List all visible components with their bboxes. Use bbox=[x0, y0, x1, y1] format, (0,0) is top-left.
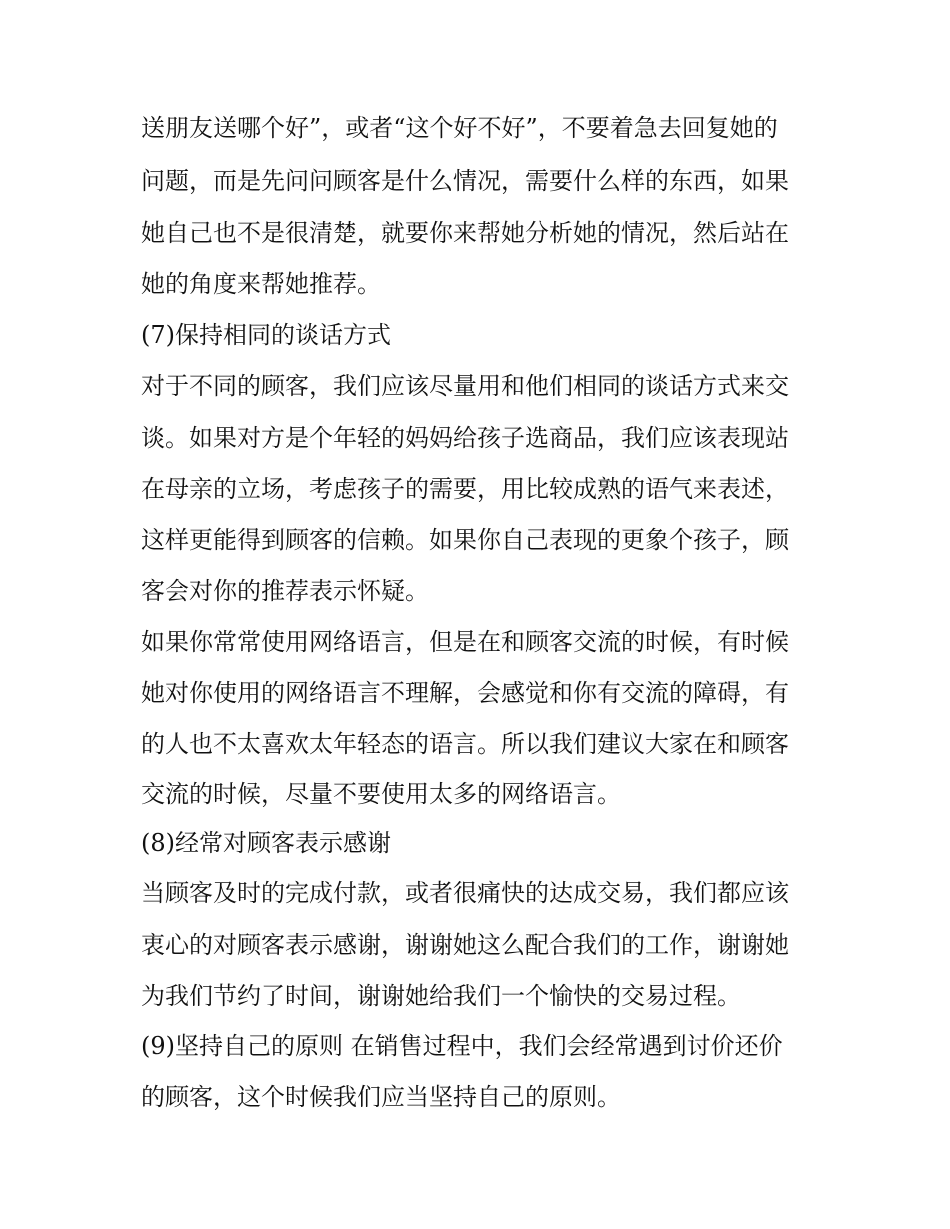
section-heading-7: (7)保持相同的谈话方式 bbox=[141, 321, 391, 349]
paragraph-line: 为我们节约了时间，谢谢她给我们一个愉快的交易过程。 bbox=[141, 982, 741, 1010]
paragraph-line: 她对你使用的网络语言不理解，会感觉和你有交流的障碍，有 bbox=[141, 679, 789, 707]
paragraph-line: 客会对你的推荐表示怀疑。 bbox=[141, 577, 429, 605]
paragraph-line: 交流的时候，尽量不要使用太多的网络语言。 bbox=[141, 780, 621, 808]
paragraph-line: 问题，而是先问问顾客是什么情况，需要什么样的东西，如果 bbox=[141, 167, 789, 195]
section-heading-9: (9)坚持自己的原则 在销售过程中，我们会经常遇到讨价还价 bbox=[141, 1032, 783, 1060]
paragraph-line: 这样更能得到顾客的信赖。如果你自己表现的更象个孩子，顾 bbox=[141, 526, 789, 554]
paragraph-line: 她自己也不是很清楚，就要你来帮她分析她的情况，然后站在 bbox=[141, 219, 789, 247]
paragraph-line: 衷心的对顾客表示感谢，谢谢她这么配合我们的工作，谢谢她 bbox=[141, 931, 789, 959]
paragraph-line: 在母亲的立场，考虑孩子的需要，用比较成熟的语气来表述， bbox=[141, 475, 789, 503]
paragraph-line: 对于不同的顾客，我们应该尽量用和他们相同的谈话方式来交 bbox=[141, 372, 789, 400]
paragraph-line: 送朋友送哪个好”，或者“这个好不好”，不要着急去回复她的 bbox=[141, 114, 778, 142]
section-heading-8: (8)经常对顾客表示感谢 bbox=[141, 829, 391, 857]
paragraph-line: 的人也不太喜欢太年轻态的语言。所以我们建议大家在和顾客 bbox=[141, 730, 789, 758]
paragraph-line: 的顾客，这个时候我们应当坚持自己的原则。 bbox=[141, 1083, 621, 1111]
paragraph-line: 谈。如果对方是个年轻的妈妈给孩子选商品，我们应该表现站 bbox=[141, 424, 789, 452]
paragraph-line: 当顾客及时的完成付款，或者很痛快的达成交易，我们都应该 bbox=[141, 879, 789, 907]
paragraph-line: 如果你常常使用网络语言，但是在和顾客交流的时候，有时候 bbox=[141, 628, 789, 656]
paragraph-line: 她的角度来帮她推荐。 bbox=[141, 270, 381, 298]
